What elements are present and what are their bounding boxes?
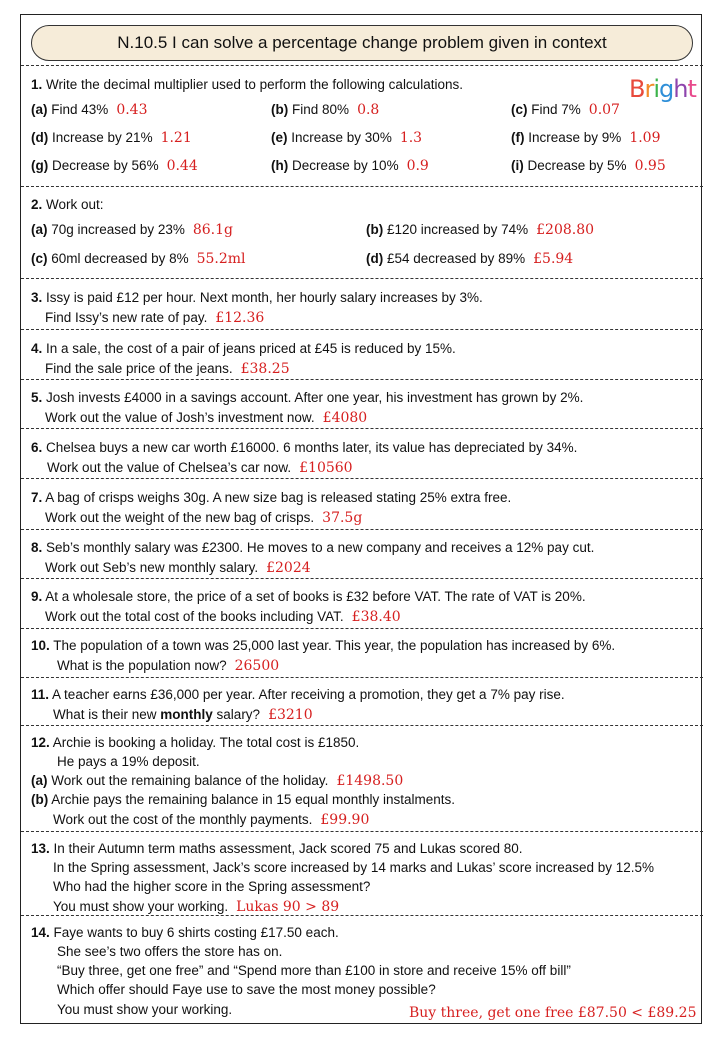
answer: 0.8: [357, 102, 380, 118]
answer: 1.3: [399, 130, 423, 146]
answer: 0.95: [634, 158, 666, 174]
answer: £2024: [266, 560, 311, 576]
question-text: salary?: [212, 707, 261, 722]
answer: 0.07: [588, 102, 620, 118]
divider: [21, 915, 703, 916]
answer: Lukas 90 > 89: [236, 899, 340, 915]
part-text: Find 80%: [292, 102, 350, 117]
question-text: What is the population now?: [57, 658, 227, 673]
question-text: Which offer should Faye use to save the most money possible?: [57, 982, 436, 997]
part-text: 70g increased by 23%: [51, 222, 185, 237]
part-label: (c): [511, 102, 528, 117]
part-b: [366, 220, 594, 240]
divider: [21, 278, 703, 279]
question-text: At a wholesale store, the price of a set of books is £32 before VAT. The rate of VAT is 20%.: [45, 589, 586, 604]
part-label: (i): [511, 158, 524, 173]
answer: 1.21: [160, 130, 192, 146]
divider: [21, 677, 703, 678]
part-text: Increase by 21%: [52, 130, 153, 145]
part-label: (c): [31, 251, 48, 266]
question-text: Work out the weight of the new bag of crisps.: [45, 510, 315, 525]
answer: £5.94: [533, 251, 574, 267]
question-text: Archie is booking a holiday. The total cost is £1850.: [52, 735, 360, 750]
part-c: [511, 100, 620, 120]
logo-letter: t: [687, 75, 696, 103]
answer: £38.25: [240, 361, 290, 377]
question-text-bold: monthly: [160, 707, 213, 722]
worksheet: [20, 14, 702, 1024]
part-a: [31, 220, 233, 240]
divider: [21, 428, 703, 429]
answer: 0.9: [406, 158, 429, 174]
question-text: Chelsea buys a new car worth £16000. 6 months later, its value has depreciated by 34%.: [46, 440, 578, 455]
divider: [21, 628, 703, 629]
part-text: 60ml decreased by 8%: [51, 251, 189, 266]
logo-letter: B: [629, 75, 645, 103]
question-text: Find Issy’s new rate of pay.: [45, 310, 208, 325]
part-text: Increase by 30%: [291, 130, 392, 145]
question-text: The population of a town was 25,000 last year. This year, the population has increased by 6%.: [53, 638, 616, 653]
part-text: Decrease by 56%: [52, 158, 159, 173]
question-text: Work out the total cost of the books including VAT.: [45, 609, 344, 624]
question-number: 2.: [31, 197, 43, 212]
answer: Buy three, get one free £87.50 < £89.25: [409, 1005, 697, 1021]
part-f: [511, 128, 661, 148]
answer: £12.36: [215, 310, 265, 326]
question-text: You must show your working.: [53, 899, 229, 914]
answer: 0.43: [116, 102, 148, 118]
answer: £3210: [268, 707, 313, 723]
answer: 26500: [234, 658, 280, 674]
part-label: (h): [271, 158, 289, 173]
part-text: Work out the remaining balance of the holiday.: [51, 773, 329, 788]
question-number: 10.: [31, 638, 50, 653]
part-text: Find 43%: [51, 102, 109, 117]
worksheet-title: N.10.5 I can solve a percentage change problem given in context: [31, 25, 693, 61]
divider: [21, 379, 703, 380]
answer: 1.09: [629, 130, 661, 146]
question-text: “Buy three, get one free” and “Spend more than £100 in store and receive 15% off bill”: [57, 963, 571, 978]
part-label: (a): [31, 102, 48, 117]
part-text: Decrease by 10%: [292, 158, 399, 173]
part-text: Archie pays the remaining balance in 15 equal monthly instalments.: [51, 792, 455, 807]
divider: [21, 578, 703, 579]
part-b: [271, 100, 379, 120]
answer: 0.44: [166, 158, 198, 174]
question-text: A bag of crisps weighs 30g. A new size bag is released stating 25% extra free.: [45, 490, 512, 505]
question-text: In a sale, the cost of a pair of jeans priced at £45 is reduced by 15%.: [46, 341, 456, 356]
part-e: [271, 128, 422, 148]
logo-letter: i: [653, 75, 660, 103]
part-label: (f): [511, 130, 525, 145]
divider: [21, 529, 703, 530]
divider: [21, 329, 703, 330]
part-text: £54 decreased by 89%: [387, 251, 526, 266]
question-text: Faye wants to buy 6 shirts costing £17.50 each.: [53, 925, 339, 940]
divider: [21, 65, 703, 66]
part-text: Decrease by 5%: [527, 158, 627, 173]
part-d: [366, 249, 573, 269]
answer: 55.2ml: [196, 251, 246, 267]
bright-logo: [629, 75, 696, 103]
divider: [21, 186, 703, 187]
part-text: Find 7%: [531, 102, 581, 117]
question-text: Josh invests £4000 in a savings account. After one year, his investment has grown by 2%.: [46, 390, 584, 405]
question-text: Work out the value of Josh’s investment now.: [45, 410, 315, 425]
answer: £38.40: [351, 609, 401, 625]
logo-letter: g: [659, 75, 674, 103]
part-c: [31, 249, 246, 269]
question-text: What is their new: [53, 707, 161, 722]
logo-letter: r: [644, 75, 654, 103]
question-number: 13.: [31, 841, 50, 856]
question-text: You must show your working.: [57, 1002, 233, 1017]
answer: 37.5g: [322, 510, 363, 526]
part-label: (a): [31, 222, 48, 237]
part-label: (b): [31, 792, 49, 807]
answer: £208.80: [536, 222, 595, 238]
divider: [21, 478, 703, 479]
question-text: Work out Seb’s new monthly salary.: [45, 560, 259, 575]
question-text: Write the decimal multiplier used to perform the following calculations.: [46, 77, 463, 92]
part-label: (b): [271, 102, 289, 117]
question-number: 1.: [31, 77, 43, 92]
answer: £99.90: [320, 812, 370, 828]
question-number: 3.: [31, 290, 43, 305]
question-number: 7.: [31, 490, 43, 505]
part-text: Work out the cost of the monthly payments.: [53, 812, 313, 827]
part-i: [511, 156, 666, 176]
question-number: 14.: [31, 925, 50, 940]
answer: 86.1g: [192, 222, 233, 238]
question-number: 8.: [31, 540, 43, 555]
question-text: In their Autumn term maths assessment, Jack scored 75 and Lukas scored 80.: [53, 841, 523, 856]
question-number: 4.: [31, 341, 43, 356]
question-number: 11.: [31, 687, 50, 702]
question-text: A teacher earns £36,000 per year. After receiving a promotion, they get a 7% pay rise.: [52, 687, 565, 702]
part-label: (d): [366, 251, 384, 266]
part-text: Increase by 9%: [528, 130, 622, 145]
part-label: (d): [31, 130, 49, 145]
question-text: Who had the higher score in the Spring assessment?: [53, 879, 371, 894]
part-a: [31, 100, 147, 120]
logo-letter: h: [673, 75, 688, 103]
question-text: Work out the value of Chelsea’s car now.: [47, 460, 292, 475]
part-h: [271, 156, 429, 176]
part-g: [31, 156, 198, 176]
part-label: (a): [31, 773, 48, 788]
question-number: 5.: [31, 390, 43, 405]
answer: £1498.50: [336, 773, 404, 789]
question-number: 12.: [31, 735, 50, 750]
part-text: £120 increased by 74%: [387, 222, 529, 237]
divider: [21, 725, 703, 726]
question-text: In the Spring assessment, Jack’s score increased by 14 marks and Lukas’ score increased by 12.5%: [53, 860, 655, 875]
question-number: 6.: [31, 440, 43, 455]
answer: £10560: [299, 460, 353, 476]
question-text: Seb’s monthly salary was £2300. He moves to a new company and receives a 12% pay cut.: [46, 540, 595, 555]
part-label: (e): [271, 130, 288, 145]
question-text: Find the sale price of the jeans.: [45, 361, 233, 376]
question-text: Work out:: [46, 197, 104, 212]
question-text: He pays a 19% deposit.: [57, 754, 200, 769]
question-number: 9.: [31, 589, 43, 604]
part-label: (b): [366, 222, 384, 237]
divider: [21, 831, 703, 832]
part-label: (g): [31, 158, 49, 173]
question-text: She see’s two offers the store has on.: [57, 944, 283, 959]
answer: £4080: [322, 410, 368, 426]
part-d: [31, 128, 192, 148]
question-text: Issy is paid £12 per hour. Next month, her hourly salary increases by 3%.: [46, 290, 483, 305]
